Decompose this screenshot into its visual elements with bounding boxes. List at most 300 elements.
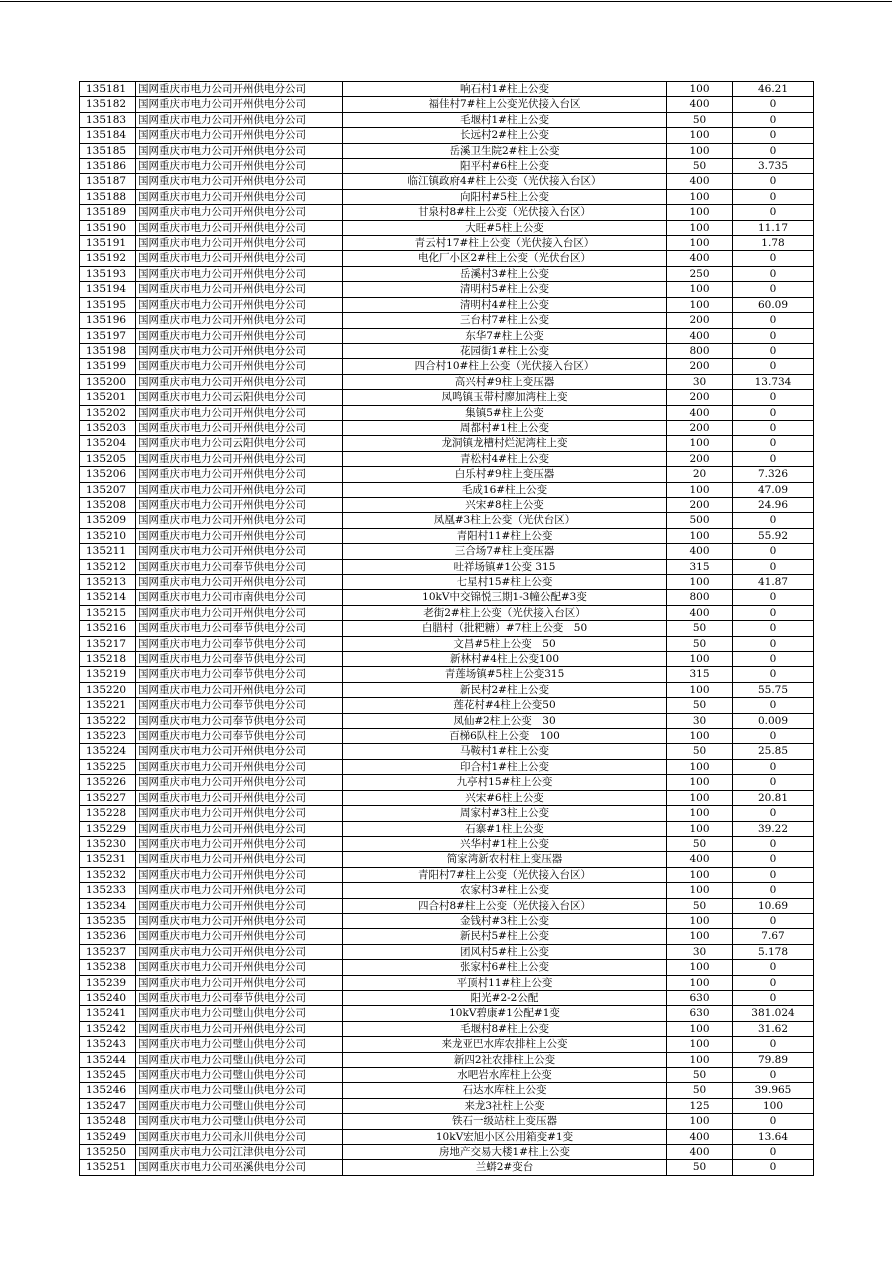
- transformer-name-cell: 临江镇政府4#柱上公变（光伏接入台区）: [343, 174, 667, 189]
- row-id-cell: 135200: [80, 374, 136, 389]
- table-row: [80, 266, 814, 281]
- company-cell: 国网重庆市电力公司开州供电分公司: [136, 220, 343, 235]
- value-cell: 41.87: [733, 575, 814, 590]
- value-cell: 0: [733, 605, 814, 620]
- table-row: [80, 975, 814, 990]
- value-cell: 0: [733, 759, 814, 774]
- table-row: [80, 1037, 814, 1052]
- capacity-cell: 100: [667, 790, 733, 805]
- value-cell: 0: [733, 590, 814, 605]
- transformer-name-cell: 10kV碧康#1公配#1变: [343, 1006, 667, 1021]
- capacity-cell: 100: [667, 1052, 733, 1067]
- company-cell: 国网重庆市电力公司开州供电分公司: [136, 159, 343, 174]
- page-top-rule: [0, 1, 892, 2]
- transformer-name-cell: 金钱村#3柱上公变: [343, 913, 667, 928]
- capacity-cell: 100: [667, 883, 733, 898]
- value-cell: 55.92: [733, 528, 814, 543]
- transformer-name-cell: 兰蟒2#变台: [343, 1160, 667, 1175]
- row-id-cell: 135224: [80, 744, 136, 759]
- table-row: [80, 590, 814, 605]
- table-row: [80, 97, 814, 112]
- value-cell: 25.85: [733, 744, 814, 759]
- transformer-name-cell: 青云村17#柱上公变（光伏接入台区）: [343, 236, 667, 251]
- row-id-cell: 135248: [80, 1114, 136, 1129]
- row-id-cell: 135212: [80, 559, 136, 574]
- company-cell: 国网重庆市电力公司奉节供电分公司: [136, 713, 343, 728]
- capacity-cell: 100: [667, 189, 733, 204]
- row-id-cell: 135187: [80, 174, 136, 189]
- transformer-name-cell: 新四2社农排柱上公变: [343, 1052, 667, 1067]
- value-cell: 0: [733, 1068, 814, 1083]
- table-row: [80, 790, 814, 805]
- transformer-name-cell: 东华7#柱上公变: [343, 328, 667, 343]
- company-cell: 国网重庆市电力公司开州供电分公司: [136, 867, 343, 882]
- transformer-name-cell: 青松村4#柱上公变: [343, 451, 667, 466]
- capacity-cell: 100: [667, 975, 733, 990]
- value-cell: 0: [733, 559, 814, 574]
- value-cell: 0: [733, 266, 814, 281]
- company-cell: 国网重庆市电力公司开州供电分公司: [136, 97, 343, 112]
- company-cell: 国网重庆市电力公司开州供电分公司: [136, 836, 343, 851]
- company-cell: 国网重庆市电力公司江津供电分公司: [136, 1145, 343, 1160]
- row-id-cell: 135238: [80, 960, 136, 975]
- transformer-name-cell: 凤鸣镇玉带村廖加湾柱上变: [343, 390, 667, 405]
- company-cell: 国网重庆市电力公司璧山供电分公司: [136, 1114, 343, 1129]
- capacity-cell: 250: [667, 266, 733, 281]
- table-row: [80, 390, 814, 405]
- value-cell: 0: [733, 451, 814, 466]
- transformer-name-cell: 马鞍村1#柱上公变: [343, 744, 667, 759]
- row-id-cell: 135206: [80, 467, 136, 482]
- table-row: [80, 806, 814, 821]
- table-row: [80, 513, 814, 528]
- company-cell: 国网重庆市电力公司奉节供电分公司: [136, 636, 343, 651]
- transformer-name-cell: 张家村6#柱上公变: [343, 960, 667, 975]
- value-cell: 0: [733, 913, 814, 928]
- capacity-cell: 100: [667, 821, 733, 836]
- capacity-cell: 200: [667, 497, 733, 512]
- transformer-name-cell: 毛成16#柱上公变: [343, 482, 667, 497]
- company-cell: 国网重庆市电力公司开州供电分公司: [136, 374, 343, 389]
- transformer-name-cell: 莲花村#4柱上公变50: [343, 698, 667, 713]
- row-id-cell: 135196: [80, 313, 136, 328]
- company-cell: 国网重庆市电力公司开州供电分公司: [136, 790, 343, 805]
- row-id-cell: 135218: [80, 652, 136, 667]
- table-row: [80, 282, 814, 297]
- capacity-cell: 50: [667, 1160, 733, 1175]
- table-row: [80, 1021, 814, 1036]
- transformer-name-cell: 龙洞镇龙槽村烂泥湾柱上变: [343, 436, 667, 451]
- transformer-name-cell: 三合场7#柱上变压器: [343, 544, 667, 559]
- capacity-cell: 100: [667, 205, 733, 220]
- transformer-name-cell: 三台村7#柱上公变: [343, 313, 667, 328]
- table-row: [80, 713, 814, 728]
- row-id-cell: 135214: [80, 590, 136, 605]
- transformer-name-cell: 大旺#5柱上公变: [343, 220, 667, 235]
- company-cell: 国网重庆市电力公司开州供电分公司: [136, 359, 343, 374]
- table-row: [80, 220, 814, 235]
- capacity-cell: 315: [667, 559, 733, 574]
- company-cell: 国网重庆市电力公司开州供电分公司: [136, 189, 343, 204]
- row-id-cell: 135219: [80, 667, 136, 682]
- transformer-name-cell: 白乐村#9柱上变压器: [343, 467, 667, 482]
- capacity-cell: 30: [667, 944, 733, 959]
- capacity-cell: 400: [667, 852, 733, 867]
- company-cell: 国网重庆市电力公司开州供电分公司: [136, 328, 343, 343]
- company-cell: 国网重庆市电力公司开州供电分公司: [136, 775, 343, 790]
- capacity-cell: 100: [667, 682, 733, 697]
- capacity-cell: 100: [667, 528, 733, 543]
- row-id-cell: 135244: [80, 1052, 136, 1067]
- capacity-cell: 400: [667, 605, 733, 620]
- table-row: [80, 82, 814, 97]
- value-cell: 0: [733, 883, 814, 898]
- value-cell: 0: [733, 544, 814, 559]
- row-id-cell: 135220: [80, 682, 136, 697]
- transformer-name-cell: 10kV中交锦悦三期1-3幢公配#3变: [343, 590, 667, 605]
- row-id-cell: 135240: [80, 990, 136, 1005]
- value-cell: 0: [733, 636, 814, 651]
- value-cell: 0: [733, 405, 814, 420]
- row-id-cell: 135195: [80, 297, 136, 312]
- transformer-name-cell: 农家村3#柱上公变: [343, 883, 667, 898]
- row-id-cell: 135194: [80, 282, 136, 297]
- row-id-cell: 135215: [80, 605, 136, 620]
- value-cell: 0: [733, 282, 814, 297]
- transformer-name-cell: 周家村#3柱上公变: [343, 806, 667, 821]
- table-row: [80, 682, 814, 697]
- capacity-cell: 200: [667, 359, 733, 374]
- transformer-table: [79, 81, 814, 1176]
- row-id-cell: 135191: [80, 236, 136, 251]
- company-cell: 国网重庆市电力公司开州供电分公司: [136, 944, 343, 959]
- row-id-cell: 135246: [80, 1083, 136, 1098]
- value-cell: 0: [733, 867, 814, 882]
- value-cell: 7.67: [733, 929, 814, 944]
- company-cell: 国网重庆市电力公司奉节供电分公司: [136, 990, 343, 1005]
- table-row: [80, 359, 814, 374]
- row-id-cell: 135209: [80, 513, 136, 528]
- transformer-name-cell: 毛堰村1#柱上公变: [343, 112, 667, 127]
- row-id-cell: 135210: [80, 528, 136, 543]
- company-cell: 国网重庆市电力公司奉节供电分公司: [136, 621, 343, 636]
- company-cell: 国网重庆市电力公司璧山供电分公司: [136, 1083, 343, 1098]
- capacity-cell: 200: [667, 451, 733, 466]
- value-cell: 39.22: [733, 821, 814, 836]
- capacity-cell: 400: [667, 328, 733, 343]
- row-id-cell: 135198: [80, 343, 136, 358]
- table-row: [80, 636, 814, 651]
- value-cell: 0.009: [733, 713, 814, 728]
- company-cell: 国网重庆市电力公司奉节供电分公司: [136, 652, 343, 667]
- capacity-cell: 630: [667, 990, 733, 1005]
- value-cell: 0: [733, 990, 814, 1005]
- transformer-name-cell: 印合村1#柱上公变: [343, 759, 667, 774]
- table-row: [80, 913, 814, 928]
- row-id-cell: 135235: [80, 913, 136, 928]
- row-id-cell: 135232: [80, 867, 136, 882]
- transformer-name-cell: 长远村2#柱上公变: [343, 128, 667, 143]
- value-cell: 100: [733, 1098, 814, 1113]
- table-row: [80, 143, 814, 158]
- company-cell: 国网重庆市电力公司开州供电分公司: [136, 806, 343, 821]
- company-cell: 国网重庆市电力公司开州供电分公司: [136, 128, 343, 143]
- capacity-cell: 125: [667, 1098, 733, 1113]
- row-id-cell: 135229: [80, 821, 136, 836]
- table-row: [80, 1160, 814, 1175]
- row-id-cell: 135201: [80, 390, 136, 405]
- value-cell: 0: [733, 806, 814, 821]
- row-id-cell: 135186: [80, 159, 136, 174]
- table-row: [80, 667, 814, 682]
- transformer-name-cell: 福佳村7#柱上公变光伏接入台区: [343, 97, 667, 112]
- capacity-cell: 100: [667, 143, 733, 158]
- table-row: [80, 374, 814, 389]
- table-row: [80, 944, 814, 959]
- table-row: [80, 1083, 814, 1098]
- table-row: [80, 1006, 814, 1021]
- value-cell: 0: [733, 189, 814, 204]
- capacity-cell: 100: [667, 482, 733, 497]
- value-cell: 0: [733, 775, 814, 790]
- transformer-name-cell: 高兴村#9柱上变压器: [343, 374, 667, 389]
- transformer-name-cell: 九亭村15#柱上公变: [343, 775, 667, 790]
- capacity-cell: 100: [667, 297, 733, 312]
- capacity-cell: 100: [667, 1114, 733, 1129]
- capacity-cell: 50: [667, 159, 733, 174]
- row-id-cell: 135193: [80, 266, 136, 281]
- table-row: [80, 174, 814, 189]
- transformer-name-cell: 集镇5#柱上公变: [343, 405, 667, 420]
- table-row: [80, 883, 814, 898]
- capacity-cell: 630: [667, 1006, 733, 1021]
- value-cell: 0: [733, 313, 814, 328]
- value-cell: 0: [733, 1160, 814, 1175]
- transformer-name-cell: 甘泉村8#柱上公变（光伏接入台区）: [343, 205, 667, 220]
- value-cell: 381.024: [733, 1006, 814, 1021]
- company-cell: 国网重庆市电力公司永川供电分公司: [136, 1129, 343, 1144]
- value-cell: 0: [733, 174, 814, 189]
- table-row: [80, 420, 814, 435]
- value-cell: 20.81: [733, 790, 814, 805]
- company-cell: 国网重庆市电力公司开州供电分公司: [136, 605, 343, 620]
- value-cell: 0: [733, 667, 814, 682]
- row-id-cell: 135208: [80, 497, 136, 512]
- value-cell: 39.965: [733, 1083, 814, 1098]
- table-row: [80, 236, 814, 251]
- value-cell: 10.69: [733, 898, 814, 913]
- table-row: [80, 497, 814, 512]
- row-id-cell: 135203: [80, 420, 136, 435]
- company-cell: 国网重庆市电力公司开州供电分公司: [136, 528, 343, 543]
- value-cell: 0: [733, 836, 814, 851]
- capacity-cell: 50: [667, 744, 733, 759]
- company-cell: 国网重庆市电力公司璧山供电分公司: [136, 1052, 343, 1067]
- company-cell: 国网重庆市电力公司云阳供电分公司: [136, 436, 343, 451]
- value-cell: 46.21: [733, 82, 814, 97]
- row-id-cell: 135241: [80, 1006, 136, 1021]
- value-cell: 13.64: [733, 1129, 814, 1144]
- row-id-cell: 135249: [80, 1129, 136, 1144]
- row-id-cell: 135192: [80, 251, 136, 266]
- value-cell: 0: [733, 1114, 814, 1129]
- capacity-cell: 400: [667, 544, 733, 559]
- value-cell: 0: [733, 251, 814, 266]
- value-cell: 5.178: [733, 944, 814, 959]
- capacity-cell: 100: [667, 82, 733, 97]
- capacity-cell: 100: [667, 759, 733, 774]
- row-id-cell: 135230: [80, 836, 136, 851]
- company-cell: 国网重庆市电力公司开州供电分公司: [136, 143, 343, 158]
- capacity-cell: 50: [667, 112, 733, 127]
- capacity-cell: 100: [667, 128, 733, 143]
- table-row: [80, 544, 814, 559]
- row-id-cell: 135237: [80, 944, 136, 959]
- table-row: [80, 343, 814, 358]
- transformer-name-cell: 岳溪村3#柱上公变: [343, 266, 667, 281]
- table-row: [80, 482, 814, 497]
- company-cell: 国网重庆市电力公司开州供电分公司: [136, 929, 343, 944]
- company-cell: 国网重庆市电力公司开州供电分公司: [136, 451, 343, 466]
- capacity-cell: 800: [667, 343, 733, 358]
- company-cell: 国网重庆市电力公司开州供电分公司: [136, 82, 343, 97]
- company-cell: 国网重庆市电力公司开州供电分公司: [136, 544, 343, 559]
- transformer-name-cell: 清明村5#柱上公变: [343, 282, 667, 297]
- capacity-cell: 800: [667, 590, 733, 605]
- value-cell: 0: [733, 1145, 814, 1160]
- capacity-cell: 50: [667, 898, 733, 913]
- capacity-cell: 400: [667, 251, 733, 266]
- table-row: [80, 960, 814, 975]
- transformer-name-cell: 白腊村（批粑糖）#7柱上公变 50: [343, 621, 667, 636]
- transformer-name-cell: 花园街1#柱上公变: [343, 343, 667, 358]
- transformer-name-cell: 清明村4#柱上公变: [343, 297, 667, 312]
- company-cell: 国网重庆市电力公司开州供电分公司: [136, 960, 343, 975]
- row-id-cell: 135182: [80, 97, 136, 112]
- company-cell: 国网重庆市电力公司奉节供电分公司: [136, 667, 343, 682]
- row-id-cell: 135184: [80, 128, 136, 143]
- capacity-cell: 200: [667, 313, 733, 328]
- value-cell: 0: [733, 698, 814, 713]
- company-cell: 国网重庆市电力公司开州供电分公司: [136, 467, 343, 482]
- value-cell: 0: [733, 975, 814, 990]
- capacity-cell: 400: [667, 1145, 733, 1160]
- table-row: [80, 1129, 814, 1144]
- capacity-cell: 30: [667, 713, 733, 728]
- row-id-cell: 135188: [80, 189, 136, 204]
- value-cell: 0: [733, 143, 814, 158]
- table-row: [80, 729, 814, 744]
- value-cell: 0: [733, 652, 814, 667]
- capacity-cell: 30: [667, 374, 733, 389]
- transformer-name-cell: 周都村#1柱上公变: [343, 420, 667, 435]
- row-id-cell: 135250: [80, 1145, 136, 1160]
- capacity-cell: 50: [667, 836, 733, 851]
- value-cell: 47.09: [733, 482, 814, 497]
- company-cell: 国网重庆市电力公司开州供电分公司: [136, 759, 343, 774]
- capacity-cell: 100: [667, 436, 733, 451]
- value-cell: 0: [733, 343, 814, 358]
- capacity-cell: 100: [667, 652, 733, 667]
- transformer-name-cell: 毛堰村8#柱上公变: [343, 1021, 667, 1036]
- transformer-name-cell: 老街2#柱上公变（光伏接入台区）: [343, 605, 667, 620]
- company-cell: 国网重庆市电力公司开州供电分公司: [136, 297, 343, 312]
- row-id-cell: 135242: [80, 1021, 136, 1036]
- table-row: [80, 128, 814, 143]
- transformer-name-cell: 凤仙#2柱上公变 30: [343, 713, 667, 728]
- row-id-cell: 135239: [80, 975, 136, 990]
- capacity-cell: 100: [667, 929, 733, 944]
- capacity-cell: 50: [667, 1068, 733, 1083]
- table-row: [80, 1068, 814, 1083]
- table-row: [80, 189, 814, 204]
- transformer-name-cell: 房地产交易大楼1#柱上公变: [343, 1145, 667, 1160]
- transformer-name-cell: 铁石一级站柱上变压器: [343, 1114, 667, 1129]
- table-row: [80, 436, 814, 451]
- row-id-cell: 135251: [80, 1160, 136, 1175]
- transformer-name-cell: 吐祥场镇#1公变 315: [343, 559, 667, 574]
- value-cell: 60.09: [733, 297, 814, 312]
- value-cell: 0: [733, 436, 814, 451]
- capacity-cell: 50: [667, 636, 733, 651]
- table-row: [80, 867, 814, 882]
- value-cell: 79.89: [733, 1052, 814, 1067]
- row-id-cell: 135231: [80, 852, 136, 867]
- capacity-cell: 100: [667, 1037, 733, 1052]
- transformer-name-cell: 新民村2#柱上公变: [343, 682, 667, 697]
- table-row: [80, 1052, 814, 1067]
- row-id-cell: 135199: [80, 359, 136, 374]
- company-cell: 国网重庆市电力公司开州供电分公司: [136, 913, 343, 928]
- capacity-cell: 315: [667, 667, 733, 682]
- row-id-cell: 135234: [80, 898, 136, 913]
- transformer-name-cell: 七星村15#柱上公变: [343, 575, 667, 590]
- transformer-name-cell: 兴宋#8柱上公变: [343, 497, 667, 512]
- company-cell: 国网重庆市电力公司璧山供电分公司: [136, 1098, 343, 1113]
- transformer-name-cell: 电化厂小区2#柱上公变（光伏台区）: [343, 251, 667, 266]
- capacity-cell: 500: [667, 513, 733, 528]
- value-cell: 0: [733, 128, 814, 143]
- transformer-name-cell: 新民村5#柱上公变: [343, 929, 667, 944]
- table-row: [80, 929, 814, 944]
- table-row: [80, 836, 814, 851]
- value-cell: 0: [733, 328, 814, 343]
- transformer-name-cell: 平顶村11#柱上公变: [343, 975, 667, 990]
- transformer-name-cell: 简家湾新农村柱上变压器: [343, 852, 667, 867]
- value-cell: 3.735: [733, 159, 814, 174]
- value-cell: 7.326: [733, 467, 814, 482]
- capacity-cell: 20: [667, 467, 733, 482]
- capacity-cell: 400: [667, 405, 733, 420]
- table-row: [80, 451, 814, 466]
- transformer-name-cell: 凤凰#3柱上公变（光伏台区）: [343, 513, 667, 528]
- company-cell: 国网重庆市电力公司开州供电分公司: [136, 975, 343, 990]
- row-id-cell: 135228: [80, 806, 136, 821]
- company-cell: 国网重庆市电力公司奉节供电分公司: [136, 729, 343, 744]
- company-cell: 国网重庆市电力公司开州供电分公司: [136, 112, 343, 127]
- row-id-cell: 135227: [80, 790, 136, 805]
- table-row: [80, 205, 814, 220]
- company-cell: 国网重庆市电力公司开州供电分公司: [136, 343, 343, 358]
- transformer-name-cell: 10kV宏旭小区公用箱变#1变: [343, 1129, 667, 1144]
- capacity-cell: 100: [667, 1021, 733, 1036]
- table-row: [80, 528, 814, 543]
- table-row: [80, 698, 814, 713]
- capacity-cell: 100: [667, 867, 733, 882]
- row-id-cell: 135222: [80, 713, 136, 728]
- transformer-name-cell: 石寨#1柱上公变: [343, 821, 667, 836]
- company-cell: 国网重庆市电力公司开州供电分公司: [136, 744, 343, 759]
